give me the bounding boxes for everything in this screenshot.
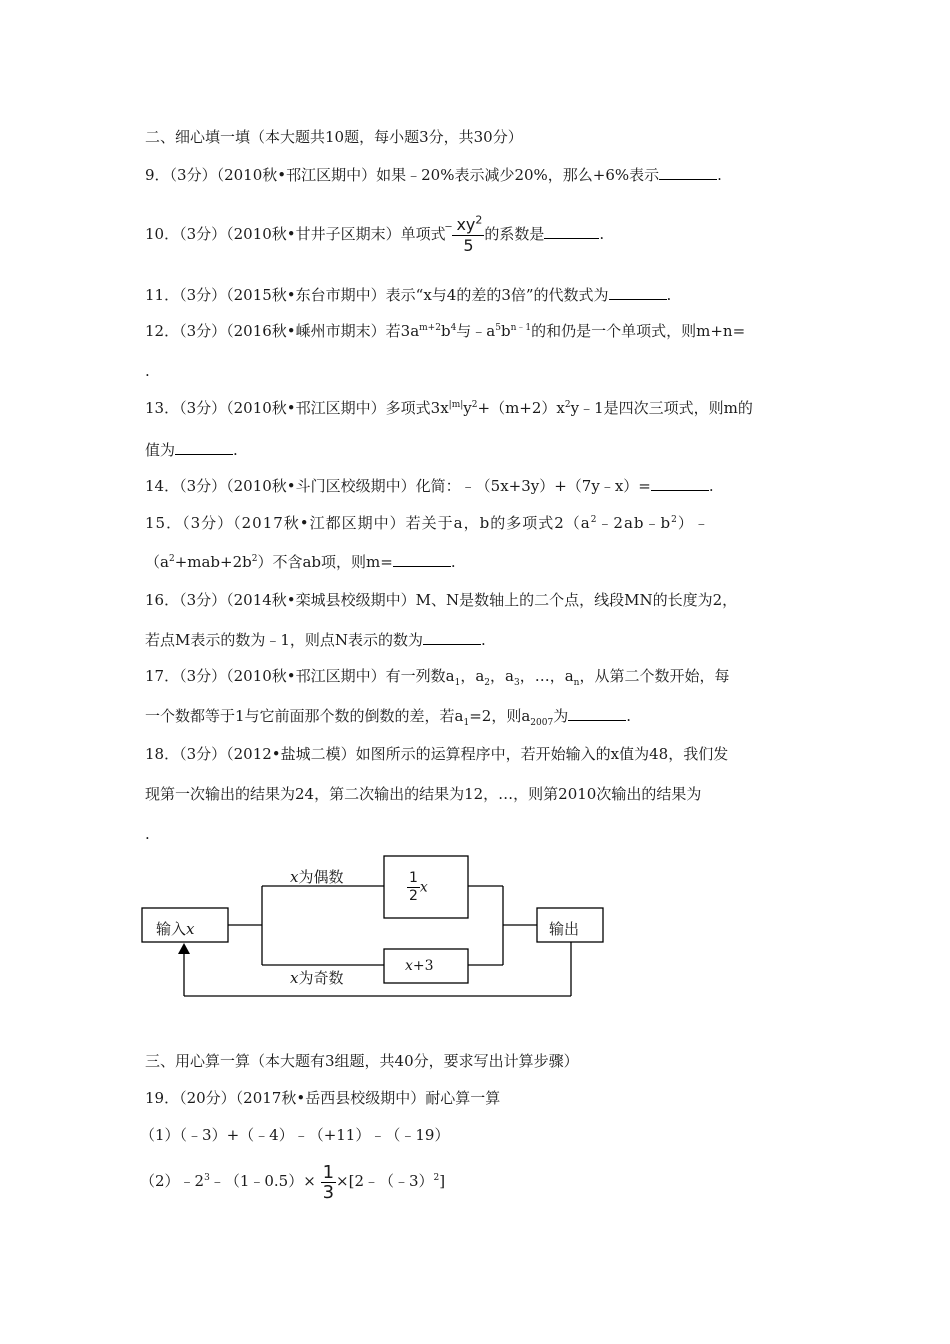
subscript: 1 (454, 678, 461, 688)
fraction-numerator: $﹣xy^2$ (440, 213, 483, 234)
q13-part: +（m+2）x (477, 399, 565, 417)
question-10-prefix: 10．（3分）（2010秋•甘井子区期末）单项式 (145, 225, 446, 243)
q15-part: ﹣2ab﹣b (597, 514, 672, 532)
q16-line1-text: 16．（3分）（2014秋•栾城县校级期中）M、N是数轴上的二个点，线段MN的长度为2， (145, 591, 738, 609)
question-16 (145, 590, 737, 610)
exponent: 2 (590, 515, 598, 525)
input-text: 输入 (156, 920, 187, 938)
q17-part: ，a (460, 667, 485, 685)
q13-part: y (463, 399, 472, 417)
question-10 (145, 212, 604, 256)
subscript: 2 (484, 678, 491, 688)
q15-part: ）不含ab项，则m= (257, 553, 393, 571)
half-denominator: 2 (409, 888, 418, 904)
input-label (156, 918, 194, 939)
q13-line2-text: 值为 (145, 441, 176, 459)
q15-part: ）﹣ (677, 514, 710, 532)
q12-part: b (500, 322, 511, 340)
q18-line2-text: 现第一次输出的结果为24，第二次输出的结果为12，…，则第2010次输出的结果为 (145, 785, 702, 803)
monomial-fraction (440, 213, 484, 256)
q19-2-part: ] (439, 1172, 446, 1190)
q19-2-part: （2）﹣2 (140, 1172, 205, 1190)
even-branch-label (290, 866, 343, 887)
variable-x: x (290, 868, 299, 886)
question-18-line2 (145, 784, 701, 804)
subscript: 2007 (530, 718, 554, 728)
q19-2-part: ×[2﹣（﹣3） (336, 1172, 434, 1190)
answer-blank[interactable] (393, 552, 451, 567)
question-18-line3 (145, 824, 150, 844)
period: . (666, 286, 672, 304)
period: . (450, 553, 456, 571)
numerator-text: xy (456, 214, 476, 234)
exponent: 2 (251, 554, 258, 564)
exponent: n﹣1 (510, 323, 532, 333)
third-denominator: 3 (322, 1181, 335, 1203)
answer-blank[interactable] (568, 706, 626, 721)
exponent: 2 (168, 554, 175, 564)
half-fraction (407, 870, 420, 905)
question-14 (145, 476, 714, 496)
question-15-line2 (145, 552, 456, 572)
half-numerator: 1 (409, 870, 418, 886)
q17-part: 为 (553, 707, 569, 725)
variable-x: x (405, 958, 413, 974)
numerator-exponent: 2 (475, 213, 483, 227)
exponent: 2 (471, 400, 478, 410)
plus3-text: +3 (412, 958, 434, 974)
q13-part: 13．（3分）（2010秋•邗江区期中）多项式3x (145, 399, 449, 417)
q15-part: 15．（3分）（2017秋•江都区期中）若关于a，b的多项式2（a (145, 514, 591, 532)
question-12-blank-line (145, 361, 150, 381)
exponent: 2 (671, 515, 678, 525)
q17-part: 17．（3分）（2010秋•邗江区期中）有一列数a (145, 667, 455, 685)
flowchart-diagram (140, 848, 620, 1000)
exponent: m+2 (419, 323, 441, 333)
odd-text: 为奇数 (298, 969, 344, 987)
third-numerator: 1 (322, 1161, 335, 1183)
period: . (145, 362, 150, 380)
question-19-part-2 (140, 1158, 445, 1204)
question-9-text: 9．（3分）（2010秋•邗江区期中）如果﹣20%表示减少20%，那么+6%表示 (145, 166, 660, 184)
variable-x: x (419, 879, 428, 896)
q17-part: ，…，a (519, 667, 574, 685)
question-17-line2 (145, 706, 631, 726)
q19-2-part: ﹣（1﹣0.5）× (209, 1172, 316, 1190)
answer-blank[interactable] (609, 285, 667, 300)
exponent: 3 (204, 1173, 210, 1183)
section-heading-fill-in: 二、细心填一填（本大题共10题，每小题3分，共30分） (145, 128, 523, 146)
q16-line2-text: 若点M表示的数为﹣1，则点N表示的数为 (145, 631, 424, 649)
half-x-expression (407, 870, 428, 905)
q17-part: =2，则a (469, 707, 531, 725)
q17-part: ，从第二个数开始，每 (579, 667, 730, 685)
even-text: 为偶数 (298, 868, 344, 886)
question-12 (145, 321, 745, 341)
output-label: 输出 (549, 920, 580, 938)
q12-part: 与﹣a (456, 322, 496, 340)
period: . (708, 477, 714, 495)
q12-part: 的和仍是一个单项式，则m+n= (531, 322, 746, 340)
q17-part: 一个数都等于1与它前面那个数的倒数的差，若a (145, 707, 464, 725)
question-15 (145, 513, 710, 533)
answer-blank[interactable] (423, 630, 481, 645)
q12-part: b (440, 322, 451, 340)
answer-blank[interactable] (659, 165, 717, 180)
subscript: n (573, 678, 580, 688)
question-13 (145, 398, 753, 418)
period: . (626, 707, 631, 725)
q12-part: 12．（3分）（2016秋•嵊州市期末）若3a (145, 322, 420, 340)
section-heading-calculate: 三、用心算一算（本大题有3组题，共40分，要求写出计算步骤） (145, 1052, 579, 1070)
answer-blank[interactable] (544, 224, 599, 239)
exponent: 5 (495, 323, 501, 333)
period: . (233, 441, 238, 459)
q13-part: y﹣1是四次三项式，则m的 (570, 399, 753, 417)
question-13-line2 (145, 440, 238, 460)
subscript: 3 (513, 678, 520, 688)
question-11 (145, 285, 671, 305)
period: . (717, 166, 722, 184)
exponent: 4 (450, 323, 457, 333)
question-14-text: 14．（3分）（2010秋•斗门区校级期中）化简：﹣（5x+3y）+（7y﹣x）= (145, 477, 651, 495)
exponent: |m| (448, 400, 464, 410)
question-9 (145, 165, 722, 185)
question-18 (145, 744, 728, 764)
odd-branch-label (290, 967, 343, 988)
exponent: 2 (433, 1173, 440, 1183)
q15-part: +mab+2b (174, 553, 252, 571)
period: . (145, 825, 150, 843)
variable-x: x (186, 920, 195, 938)
question-19: 19．（20分）（2017秋•岳西县校级期中）耐心算一算 (145, 1089, 501, 1107)
variable-x: x (290, 969, 299, 987)
answer-blank[interactable] (651, 476, 709, 491)
exponent: 2 (564, 400, 571, 410)
third-fraction (321, 1163, 336, 1202)
q15-part: （a (145, 553, 169, 571)
question-10-suffix: 的系数是 (484, 225, 545, 243)
plus3-expression (405, 958, 434, 974)
question-16-line2 (145, 630, 486, 650)
q17-part: ，a (490, 667, 514, 685)
question-19-part-1: （1）（﹣3）+（﹣4）﹣（+11）﹣（﹣19） (140, 1126, 450, 1144)
subscript: 1 (463, 718, 470, 728)
q18-line1-text: 18．（3分）（2012•盐城二模）如图所示的运算程序中，若开始输入的x值为48，我们发 (145, 745, 729, 763)
question-17 (145, 666, 729, 686)
fraction-denominator: 5 (463, 235, 474, 255)
answer-blank[interactable] (175, 440, 233, 455)
question-11-text: 11．（3分）（2015秋•东台市期中）表示“x与4的差的3倍”的代数式为 (145, 286, 609, 304)
period: . (481, 631, 486, 649)
period: . (599, 225, 605, 243)
